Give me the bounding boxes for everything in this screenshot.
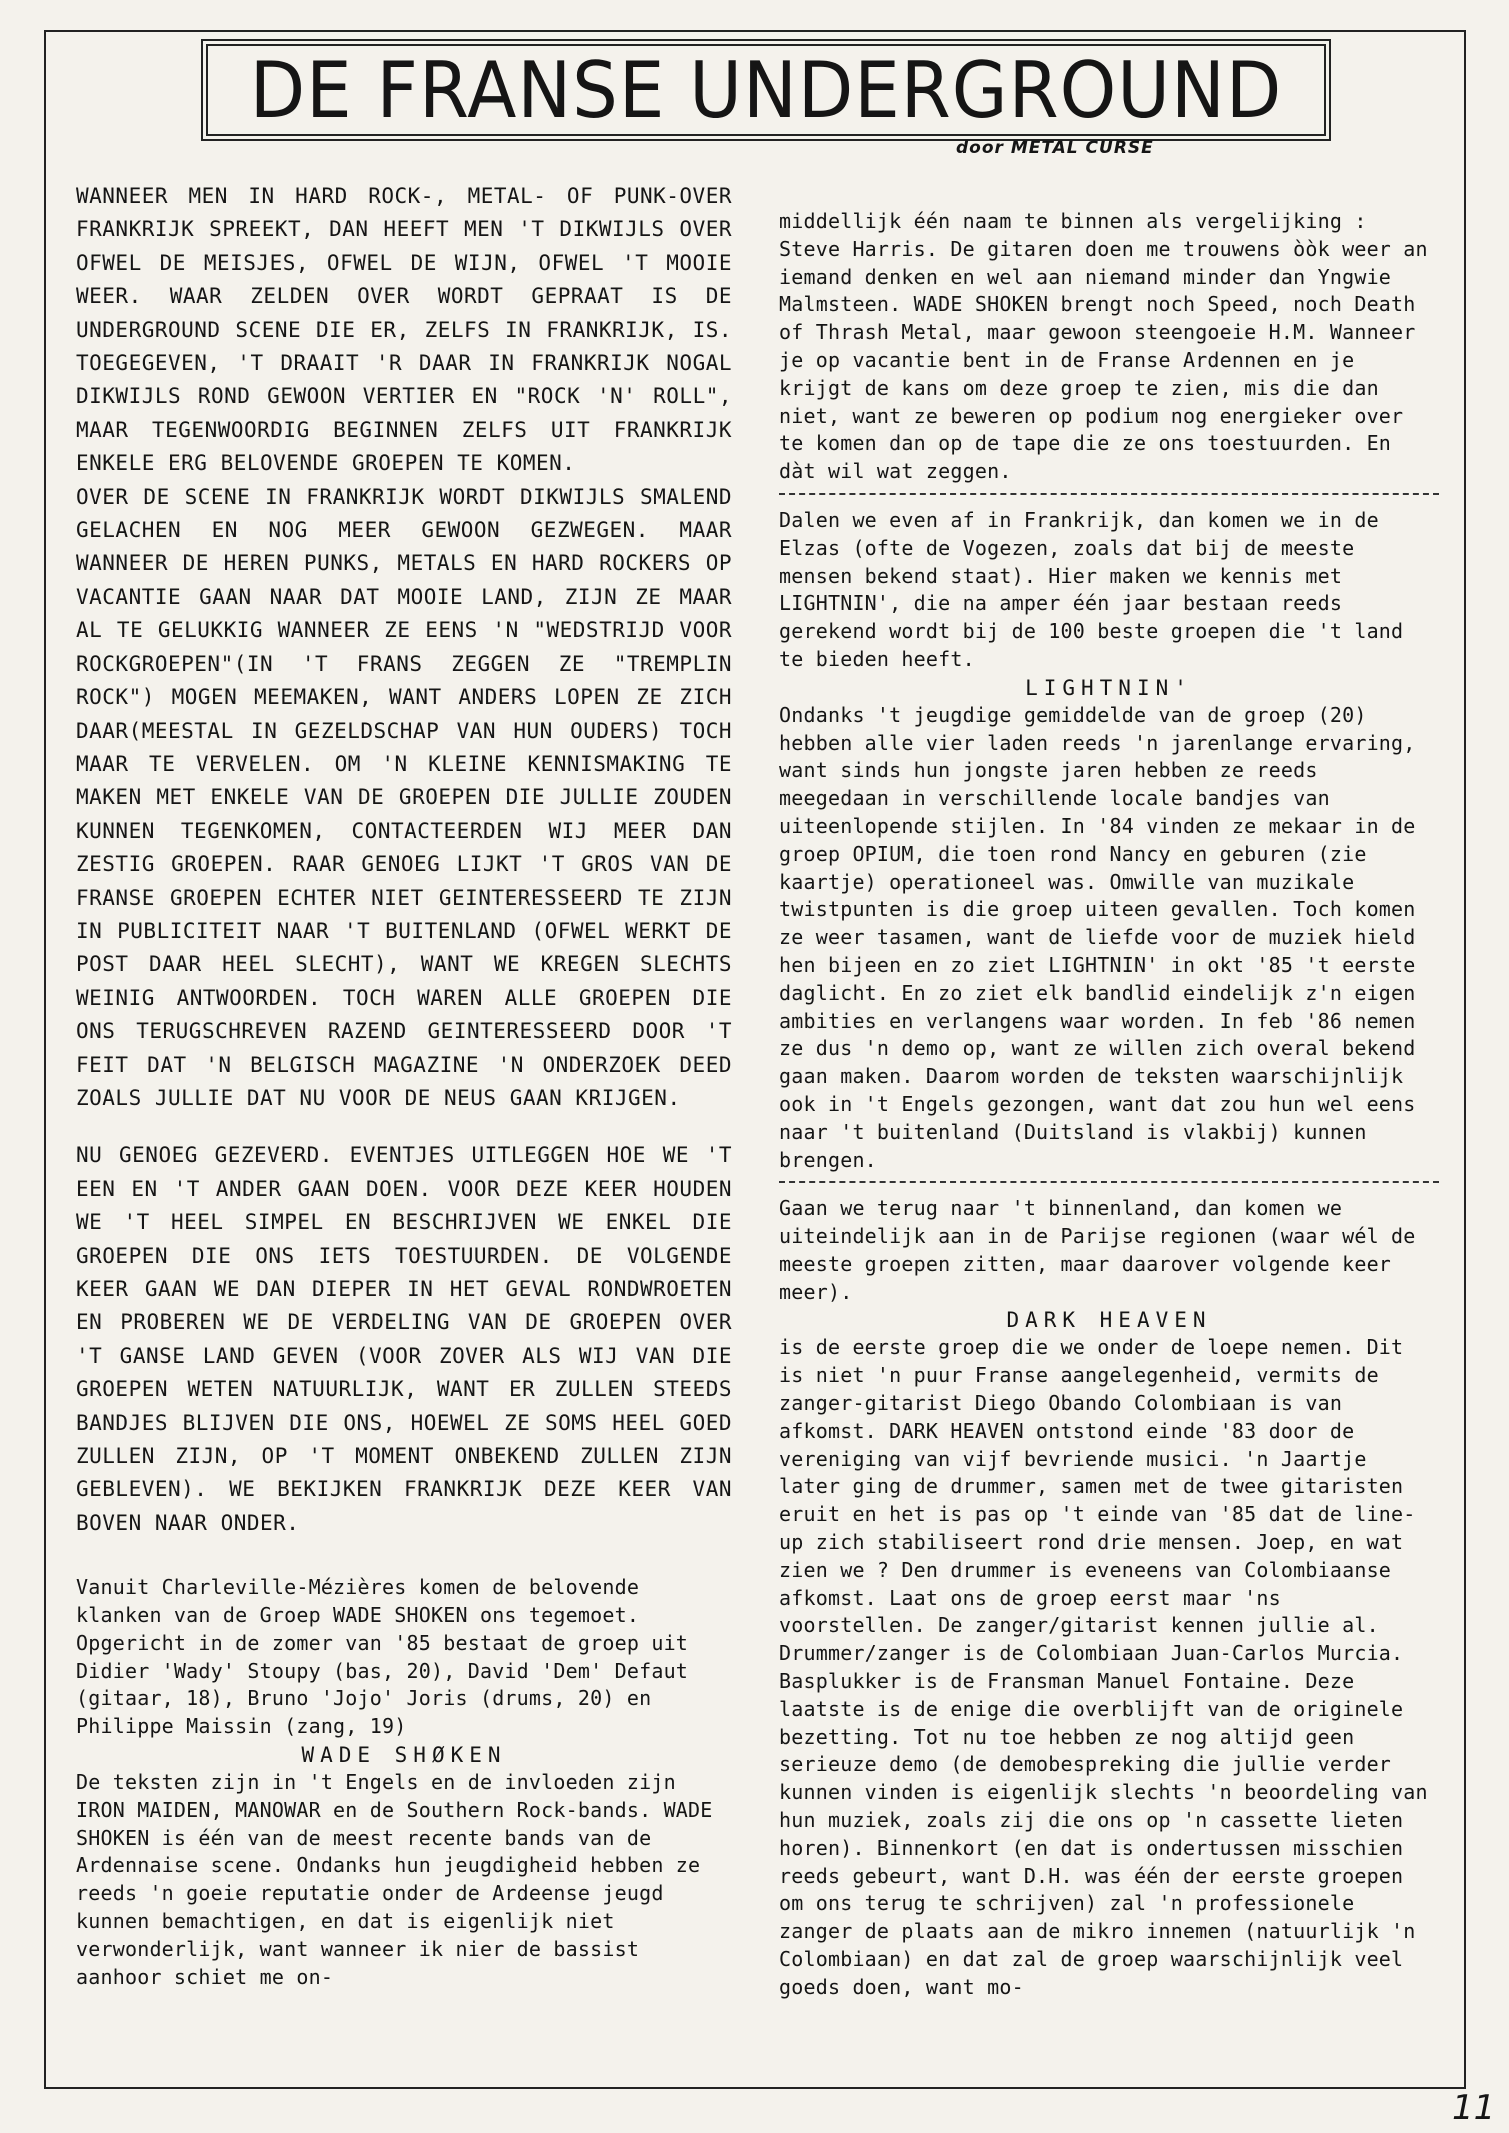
lightnin-text: Ondanks 't jeugdige gemiddelde van de groep (20) hebben alle vier laden reeds 'n jarenlange ervaring, want sinds hun jongste jaren hebben ze reeds meegedaan in verschillende locale bandjes van uiteenlopende stijlen. In '84 vinden ze mekaar in de groep OPIUM, die toen rond Nancy en geburen (zie kaartje) operationeel was. Omwille van muzikale twistpunten is die groep uiteen gevallen. Toch komen ze weer tasamen, want de liefde voor de muziek hield hen bijeen en zo ziet LIGHTNIN' in okt '85 't eerste daglicht. En zo ziet elk bandlid eindelijk z'n eigen ambities en verlangens waar worden. In feb '86 nemen ze dus 'n demo op, want ze willen zich overal bekend gaan maken. Daarom worden de teksten waarschijnlijk ook in 't Engels gezongen, want dat zou hun wel eens naar 't buitenland (Duitsland is vlakbij) kunnen brengen. [779,702,1416,1172]
section-divider [779,1181,1439,1183]
dark-heaven-text: is de eerste groep die we onder de loepe nemen. Dit is niet 'n puur Franse aangelegenheid, vermits de zanger-gitarist Diego Obando Colombiaan is van afkomst. DARK HEAVEN ontstond einde '83 door de vereniging van vijf bevriende musici. 'n Jaartje later ging de drummer, samen met de twee gitaristen eruit en het is pas op 't einde van '85 dat de line-up zich stabiliseert rond drie mensen. Joep, en wat zien we ? Den drummer is eveneens van Colombiaanse afkomst. Laat ons de groep eerst maar 'ns voorstellen. De zanger/gitarist kennen jullie al. Drummer/zanger is de Colombiaan Juan-Carlos Murcia. Basplukker is de Fransman Manuel Fontaine. Deze laatste is de enige die overblijft van de originele bezetting. Tot nu toe hebben ze nog altijd geen serieuze demo (de demobespreking die jullie verder kunnen vinden is eigenlijk slechts 'n beoordeling van hun muziek, zoals zij die ons op 'n cassette lieten horen). Binnenkort (en dat is ondertussen misschien reeds gebeurt, want D.H. was één der eerste groepen om ons terug te schrijven) zal 'n professionele zanger de plaats aan de mikro innemen (natuurlijk 'n Colombiaan) en dat zal de groep waarschijnlijk veel goeds doen, want mo- [779,1335,1428,1999]
section-divider [779,493,1439,495]
elzas-paragraph: Dalen we even af in Frankrijk, dan komen we in de Elzas (ofte de Vogezen, zoals dat bij de meeste mensen bekend staat). Hier maken we kennis met LIGHTNIN', die na amper één jaar bestaan reeds gerekend wordt bij de 100 beste groepen die 't land te bieden heeft. [779,507,1404,671]
byline: door METAL CURSE [956,138,1154,158]
intro-paragraph: OVER DE SCENE IN FRANKRIJK WORDT DIKWIJLS SMALEND GELACHEN EN NOG MEER GEWOON GEZWEGEN. MAAR WANNEER DE HEREN PUNKS, METALS EN HARD ROCKERS OP VACANTIE GAAN NAAR DAT MOOIE LAND, ZIJN ZE MAAR AL TE GELUKKIG WANNEER ZE EENS 'N "WEDSTRIJD VOOR ROCKGROEPEN"(IN 'T FRANS ZEGGEN ZE "TREMPLIN ROCK") MOGEN MEEMAKEN, WANT ANDERS LOPEN ZE ZICH DAAR(MEESTAL IN GEZELDSCHAP VAN HUN OUDERS) TOCH MAAR TE VERVELEN. OM 'N KLEINE KENNISMAKING TE MAKEN MET ENKELE VAN DE GROEPEN DIE JULLIE ZOUDEN KUNNEN TEGENKOMEN, CONTACTEERDEN WIJ MEER DAN ZESTIG GROEPEN. RAAR GENOEG LIJKT 'T GROS VAN DE FRANSE GROEPEN ECHTER NIET GEINTERESSEERD TE ZIJN IN PUBLICITEIT NAAR 'T BUITENLAND (OFWEL WERKT DE POST DAAR HEEL SLECHT), WANT WE KREGEN SLECHTS WEINIG ANTWOORDEN. TOCH WAREN ALLE GROEPEN DIE ONS TERUGSCHREVEN RAZEND GEINTERESSEERD DOOR 'T FEIT DAT 'N BELGISCH MAGAZINE 'N ONDERZOEK DEED ZOALS JULLIE DAT NU VOOR DE NEUS GAAN KRIJGEN. [76,484,732,1110]
page-number: 11 [1452,2088,1496,2128]
page-title: DE FRANSE UNDERGROUND [249,44,1283,136]
right-column [779,208,1439,2002]
wade-intro: Vanuit Charleville-Mézières komen de belovende klanken van de Groep WADE SHOKEN ons tegemoet. Opgericht in de zomer van '85 bestaat de groep uit Didier 'Wady' Stoupy (bas, 20), David 'Dem' Defaut (gitaar, 18), Bruno 'Jojo' Joris (drums, 20) en Philippe Maissin (zang, 19) [76,1575,689,1739]
title-box [206,44,1326,136]
band-heading-lightnin: LIGHTNIN' [1025,675,1193,700]
wade-continued: middellijk één naam te binnen als vergelijking : Steve Harris. De gitaren doen me trouwens òòk weer an iemand denken en wel aan niemand minder dan Yngwie Malmsteen. WADE SHOKEN brengt noch Speed, noch Death of Thrash Metal, maar gewoon steengoeie H.M. Wanneer je op vacantie bent in de Franse Ardennen en je krijgt de kans om deze groep te zien, mis die dan niet, want ze beweren op podium nog energieker over te komen dan op de tape die ze ons toestuurden. En dàt wil wat zeggen. [779,209,1428,484]
intro-paragraph: WANNEER MEN IN HARD ROCK-, METAL- OF PUNK-OVER FRANKRIJK SPREEKT, DAN HEEFT MEN 'T DIKWIJLS OVER OFWEL DE MEISJES, OFWEL DE WIJN, OFWEL 'T MOOIE WEER. WAAR ZELDEN OVER WORDT GEPRAAT IS DE UNDERGROUND SCENE DIE ER, ZELFS IN FRANKRIJK, IS. TOEGEGEVEN, 'T DRAAIT 'R DAAR IN FRANKRIJK NOGAL DIKWIJLS ROND GEWOON VERTIER EN "ROCK 'N' ROLL", MAAR TEGENWOORDIG BEGINNEN ZELFS UIT FRANKRIJK ENKELE ERG BELOVENDE GROEPEN TE KOMEN. [76,184,732,476]
band-heading-wade-shoken: WADE SHØKEN [301,1743,507,1768]
intro-paragraph: NU GENOEG GEZEVERD. EVENTJES UITLEGGEN HOE WE 'T EEN EN 'T ANDER GAAN DOEN. VOOR DEZE KEER HOUDEN WE 'T HEEL SIMPEL EN BESCHRIJVEN WE ENKEL DIE GROEPEN DIE ONS IETS TOESTUURDEN. DE VOLGENDE KEER GAAN WE DAN DIEPER IN HET GEVAL RONDWROETEN EN PROBEREN WE DE VERDELING VAN DE GROEPEN OVER 'T GANSE LAND GEVEN (VOOR ZOVER ALS WIJ VAN DIE GROEPEN WETEN NATUURLIJK, WANT ER ZULLEN STEEDS BANDJES BLIJVEN DIE ONS, HOEWEL ZE SOMS HEEL GOED ZULLEN ZIJN, OP 'T MOMENT ONBEKEND ZULLEN ZIJN GEBLEVEN). WE BEKIJKEN FRANKRIJK DEZE KEER VAN BOVEN NAAR ONDER. [76,1143,732,1535]
left-column [76,180,732,1991]
parijs-paragraph: Gaan we terug naar 't binnenland, dan komen we uiteindelijk aan in de Parijse regionen (waar wél de meeste groepen zitten, maar daarover volgende keer meer). [779,1196,1416,1304]
band-heading-dark-heaven: DARK HEAVEN [1006,1308,1212,1333]
wade-text: De teksten zijn in 't Engels en de invloeden zijn IRON MAIDEN, MANOWAR en de Southern Rock-bands. WADE SHOKEN is één van de meest recente bands van de Ardennaise scene. Ondanks hun jeugdigheid hebben ze reeds 'n goeie reputatie onder de Ardeense jeugd kunnen bemachtigen, en dat is eigenlijk niet verwonderlijk, want wanneer ik nier de bassist aanhoor schiet me on- [76,1770,713,1989]
